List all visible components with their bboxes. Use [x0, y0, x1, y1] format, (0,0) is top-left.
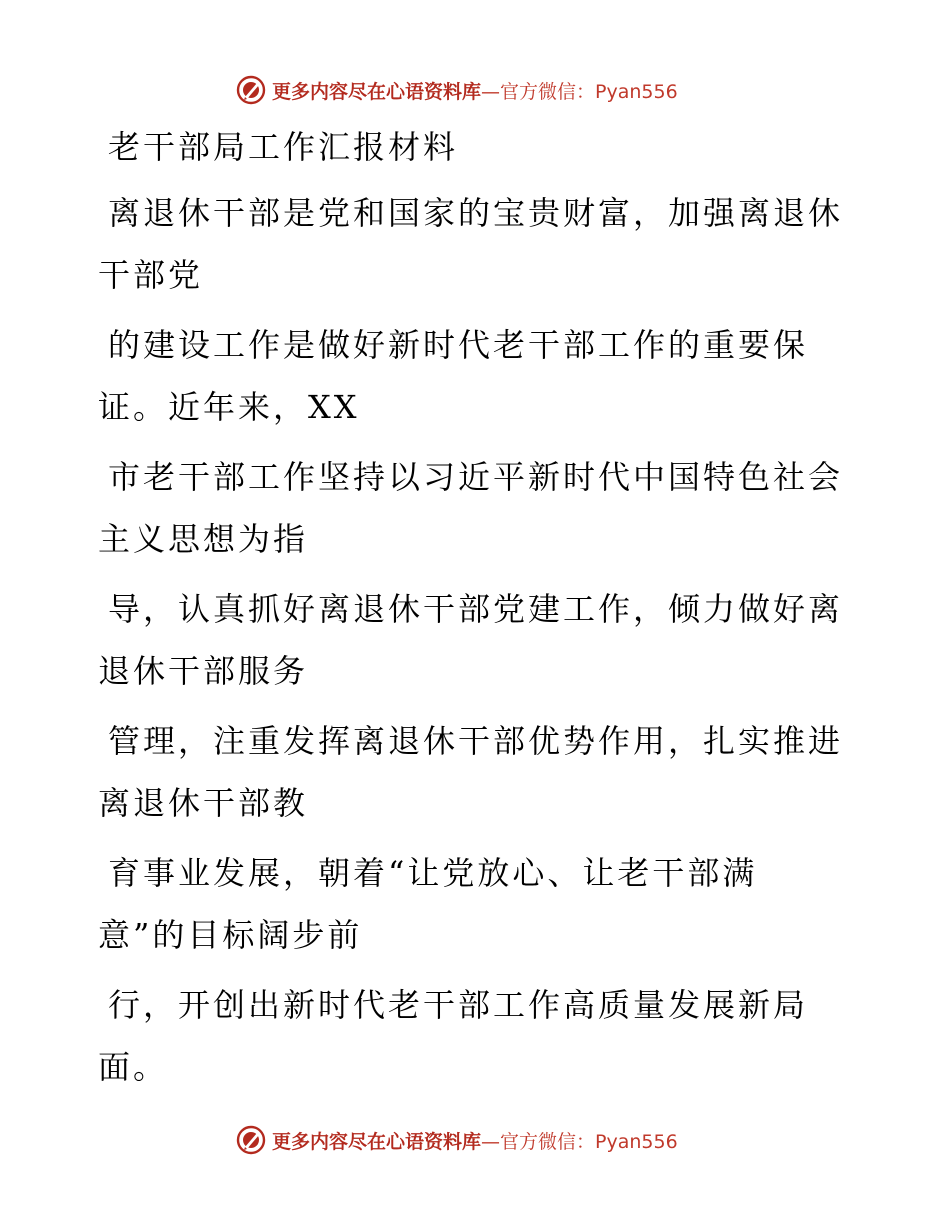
paragraph: [98, 314, 858, 438]
paragraph: [98, 842, 858, 966]
paragraph: [98, 974, 858, 1098]
pen-logo-icon: [236, 75, 266, 105]
paragraph-line: 退休干部服务: [98, 652, 309, 690]
header-banner: [236, 72, 678, 108]
paragraph: [98, 182, 858, 306]
document-title: 老干部局工作汇报材料: [108, 128, 459, 166]
paragraph: [98, 578, 858, 702]
footer-banner: [236, 1122, 678, 1158]
paragraph-line: 离退休干部是党和国家的宝贵财富，加强离退休: [108, 194, 844, 232]
paragraph-line: 市老干部工作坚持以习近平新时代中国特色社会: [108, 458, 844, 496]
header-banner-text: [272, 77, 678, 104]
paragraph-line: 证。近年来，XX: [98, 388, 360, 426]
footer-contact: —官方微信：Pyan556: [481, 1130, 678, 1153]
paragraph-line: 面。: [98, 1048, 169, 1086]
footer-banner-text: [272, 1127, 678, 1154]
paragraph: [98, 710, 858, 834]
paragraph-line: 管理，注重发挥离退休干部优势作用，扎实推进: [108, 722, 844, 760]
footer-brand: 更多内容尽在心语资料库: [272, 1130, 482, 1153]
header-brand: 更多内容尽在心语资料库: [272, 80, 482, 103]
paragraph-line: 干部党: [98, 256, 204, 294]
paragraph-line: 的建设工作是做好新时代老干部工作的重要保: [108, 326, 809, 364]
paragraph-line: 导，认真抓好离退休干部党建工作，倾力做好离: [108, 590, 844, 628]
pen-logo-icon: [236, 1125, 266, 1155]
paragraph-line: 意”的目标阔步前: [98, 916, 363, 954]
paragraph-line: 主义思想为指: [98, 520, 309, 558]
paragraph-line: 育事业发展，朝着“让党放心、让老干部满: [108, 854, 758, 892]
paragraph-line: 离退休干部教: [98, 784, 309, 822]
paragraph: [98, 446, 858, 570]
paragraph-list: [98, 182, 858, 1098]
paragraph-line: 行，开创出新时代老干部工作高质量发展新局: [108, 986, 809, 1024]
document-body: [98, 120, 858, 1098]
header-contact: —官方微信：Pyan556: [481, 80, 678, 103]
